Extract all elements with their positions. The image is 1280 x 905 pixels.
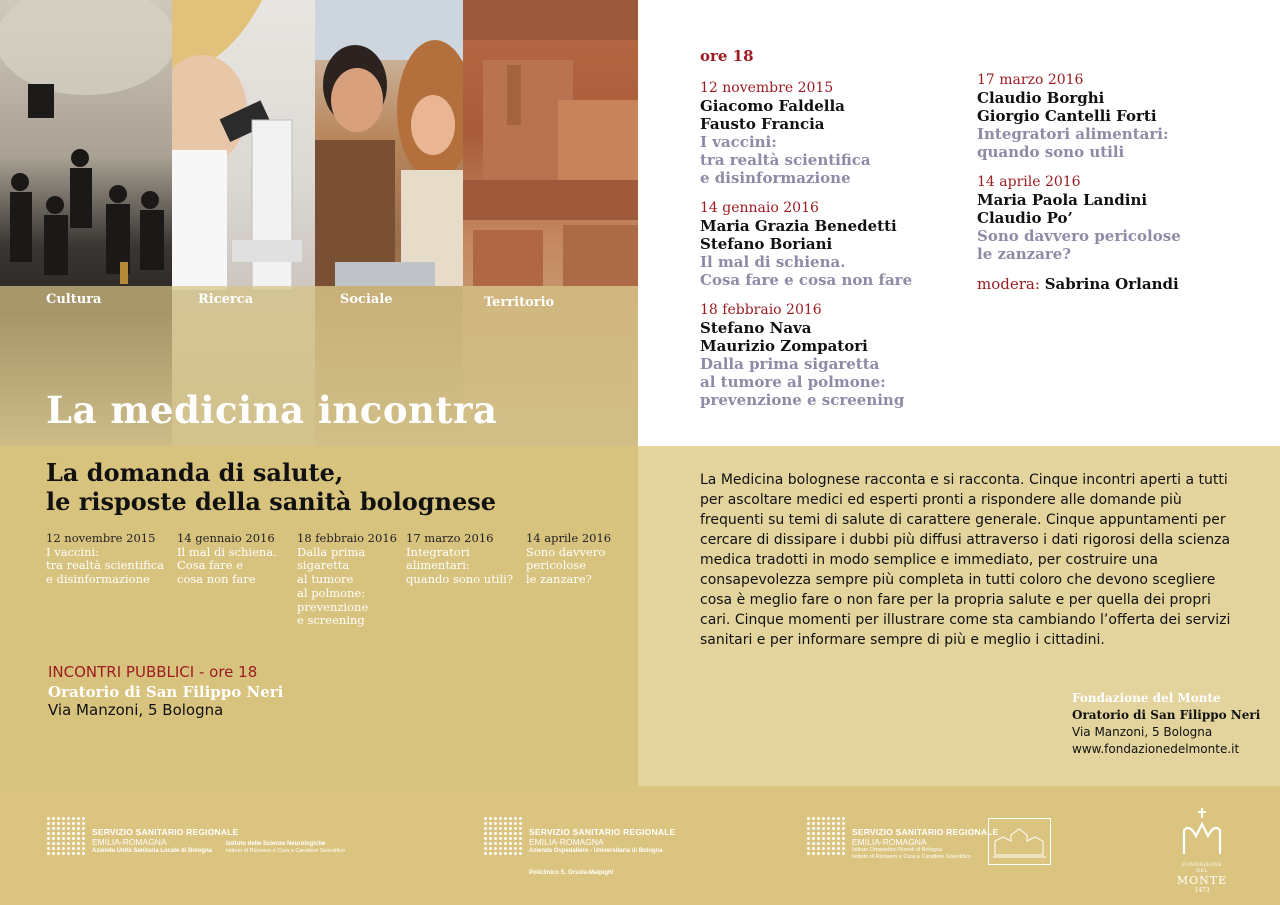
event-speaker: Maria Grazia Benedetti: [700, 217, 897, 235]
dots-logo-icon: [806, 816, 846, 856]
moderator-label: modera:: [977, 275, 1040, 293]
monte-line: MONTE: [1176, 874, 1228, 887]
event-date: 14 aprile 2016: [977, 174, 1081, 190]
event-speaker: Claudio Borghi: [977, 89, 1105, 107]
mini-event-line: Il mal di schiena.: [177, 544, 277, 559]
event-date: 17 marzo 2016: [977, 72, 1084, 88]
mini-event-line: cosa non fare: [177, 572, 256, 587]
event-speaker: Stefano Nava: [700, 319, 812, 337]
description-paragraph: La Medicina bolognese racconta e si racconta. Cinque incontri aperti a tutti per ascoltare medici ed esperti pronti a rispondere alle domande più frequenti su temi di salute di carattere generale. Cinque appuntamenti per cercare di dissipare i dubbi più diffusi attraverso i dati rigorosi della scienza medica tradotti in modo semplice e immediato, per costruire una consapevolezza sempre più completa in tutti coloro che devono scegliere cosa è meglio fare o non fare per la propria salute e per quella dei propri cari. Cinque momenti per illustrare come sta cambiando l’offerta dei servizi sanitari e per informare sempre di più e meglio i cittadini.: [700, 472, 1231, 648]
mini-event-line: e disinformazione: [46, 572, 150, 587]
category-cultura: Cultura: [46, 292, 102, 307]
subtitle: [46, 458, 496, 516]
event-topic: le zanzare?: [977, 245, 1072, 263]
event-topic: e disinformazione: [700, 169, 851, 187]
mini-event-date: 18 febbraio 2016: [297, 531, 397, 545]
logo-line: SERVIZIO SANITARIO REGIONALE: [852, 827, 999, 837]
moderator-name: Sabrina Orlandi: [1044, 275, 1179, 293]
mini-event-line: pericolose: [526, 558, 587, 573]
subtitle-line: La domanda di salute,: [46, 458, 344, 487]
event-item: [700, 199, 970, 289]
schedule-column-right: [977, 71, 1267, 293]
logo-text-secondary: [226, 840, 396, 855]
logo-line: Istituto Ortopedico Rizzoli di Bologna: [852, 847, 942, 853]
event-speaker: Stefano Boriani: [700, 235, 833, 253]
logo-line: Azienda Unità Sanitaria Locale di Bologna: [92, 848, 213, 854]
mini-event-line: Dalla prima: [297, 544, 366, 559]
event-topic: Sono davvero pericolose: [977, 227, 1181, 245]
mini-event-line: Cosa fare e: [177, 558, 244, 573]
event-speaker: Claudio Po’: [977, 209, 1073, 227]
event-topic: prevenzione e screening: [700, 391, 905, 409]
dots-logo-icon: [483, 816, 523, 856]
event-item: [977, 71, 1267, 161]
event-item: [700, 79, 970, 187]
mini-event-line: Integratori: [406, 544, 470, 559]
logo-line: EMILIA-ROMAGNA: [529, 837, 604, 847]
monte-line: FONDAZIONE DEL: [1181, 862, 1223, 874]
logo-line: Istituto di Ricovero e Cura a Carattere Scientifico: [226, 848, 345, 854]
public-meetings-label: INCONTRI PUBBLICI - ore 18: [48, 663, 258, 681]
subtitle-line: le risposte della sanità bolognese: [46, 487, 497, 516]
monte-line: 1473: [1194, 887, 1210, 894]
mini-event-date: 17 marzo 2016: [406, 531, 494, 545]
event-topic: Cosa fare e cosa non fare: [700, 271, 913, 289]
event-topic: quando sono utili: [977, 143, 1125, 161]
mini-event-line: Sono davvero: [526, 544, 606, 559]
logo-line: Istituto delle Scienze Neurologiche: [226, 841, 326, 847]
mini-event-date: 14 gennaio 2016: [177, 531, 275, 545]
venue-address: Via Manzoni, 5 Bologna: [48, 701, 224, 719]
mini-event-line: sigaretta: [297, 558, 350, 573]
foundation-website[interactable]: www.fondazionedelmonte.it: [1072, 742, 1240, 756]
mini-event: [526, 532, 626, 587]
logo-line: Policlinico S. Orsola-Malpighi: [529, 870, 614, 876]
event-speaker: Maurizio Zompatori: [700, 337, 868, 355]
logo-line: EMILIA-ROMAGNA: [852, 837, 927, 847]
mini-event: [297, 532, 417, 628]
event-topic: tra realtà scientifica: [700, 151, 871, 169]
category-ricerca: Ricerca: [198, 292, 254, 307]
fondazione-monte-logo: [1176, 806, 1228, 894]
rizzoli-building-icon: [988, 818, 1051, 865]
schedule-column-left: [700, 79, 970, 421]
mini-event: [46, 532, 166, 587]
event-topic: Il mal di schiena.: [700, 253, 846, 271]
event-speaker: Giacomo Faldella: [700, 97, 845, 115]
mini-event-line: quando sono utili?: [406, 572, 514, 587]
logo-line: Azienda Ospedaliero - Universitaria di Bologna: [529, 848, 663, 854]
foundation-contact: [1072, 690, 1260, 758]
foundation-venue: Oratorio di San Filippo Neri: [1072, 708, 1261, 722]
event-topic: Dalla prima sigaretta: [700, 355, 880, 373]
mini-event-date: 12 novembre 2015: [46, 531, 156, 545]
foundation-address: Via Manzoni, 5 Bologna: [1072, 725, 1213, 739]
logo-line: Istituto di Ricovero e Cura a Carattere Scientifico: [852, 854, 971, 860]
logo-line: EMILIA-ROMAGNA: [92, 837, 167, 847]
event-speaker: Giorgio Cantelli Forti: [977, 107, 1157, 125]
dots-logo-icon: [46, 816, 86, 856]
mini-event-line: tra realtà scientifica: [46, 558, 165, 573]
building-drawing: [989, 819, 1050, 864]
mini-event-line: e screening: [297, 613, 365, 628]
event-speaker: Maria Paola Landini: [977, 191, 1148, 209]
event-speaker: Fausto Francia: [700, 115, 825, 133]
monte-emblem-icon: [1176, 806, 1228, 858]
event-date: 12 novembre 2015: [700, 80, 834, 96]
mini-event-date: 14 aprile 2016: [526, 531, 612, 545]
mini-event-line: I vaccini:: [46, 544, 100, 559]
mini-event-line: al tumore: [297, 572, 354, 587]
event-topic: al tumore al polmone:: [700, 373, 886, 391]
mini-event: [177, 532, 297, 587]
mini-event-line: le zanzare?: [526, 572, 592, 587]
category-sociale: Sociale: [340, 292, 393, 307]
mini-event-line: prevenzione: [297, 599, 369, 614]
logo-line: SERVIZIO SANITARIO REGIONALE: [92, 827, 239, 837]
event-item: [977, 173, 1267, 263]
photo-collage: [0, 0, 638, 446]
event-date: 14 gennaio 2016: [700, 200, 819, 216]
event-topic: Integratori alimentari:: [977, 125, 1169, 143]
moderator: [977, 275, 1267, 293]
venue-name: Oratorio di San Filippo Neri: [48, 683, 284, 701]
foundation-name: Fondazione del Monte: [1072, 691, 1221, 705]
mini-event: [406, 532, 526, 587]
event-date: 18 febbraio 2016: [700, 302, 822, 318]
logo-text: [529, 827, 749, 855]
mini-event-line: alimentari:: [406, 558, 470, 573]
category-territorio: Territorio: [484, 295, 555, 310]
event-topic: I vaccini:: [700, 133, 777, 151]
poster-title: La medicina incontra: [46, 388, 498, 432]
mini-event-line: al polmone:: [297, 585, 366, 600]
time-label: ore 18: [700, 47, 754, 65]
event-item: [700, 301, 970, 409]
logo-line: SERVIZIO SANITARIO REGIONALE: [529, 827, 676, 837]
